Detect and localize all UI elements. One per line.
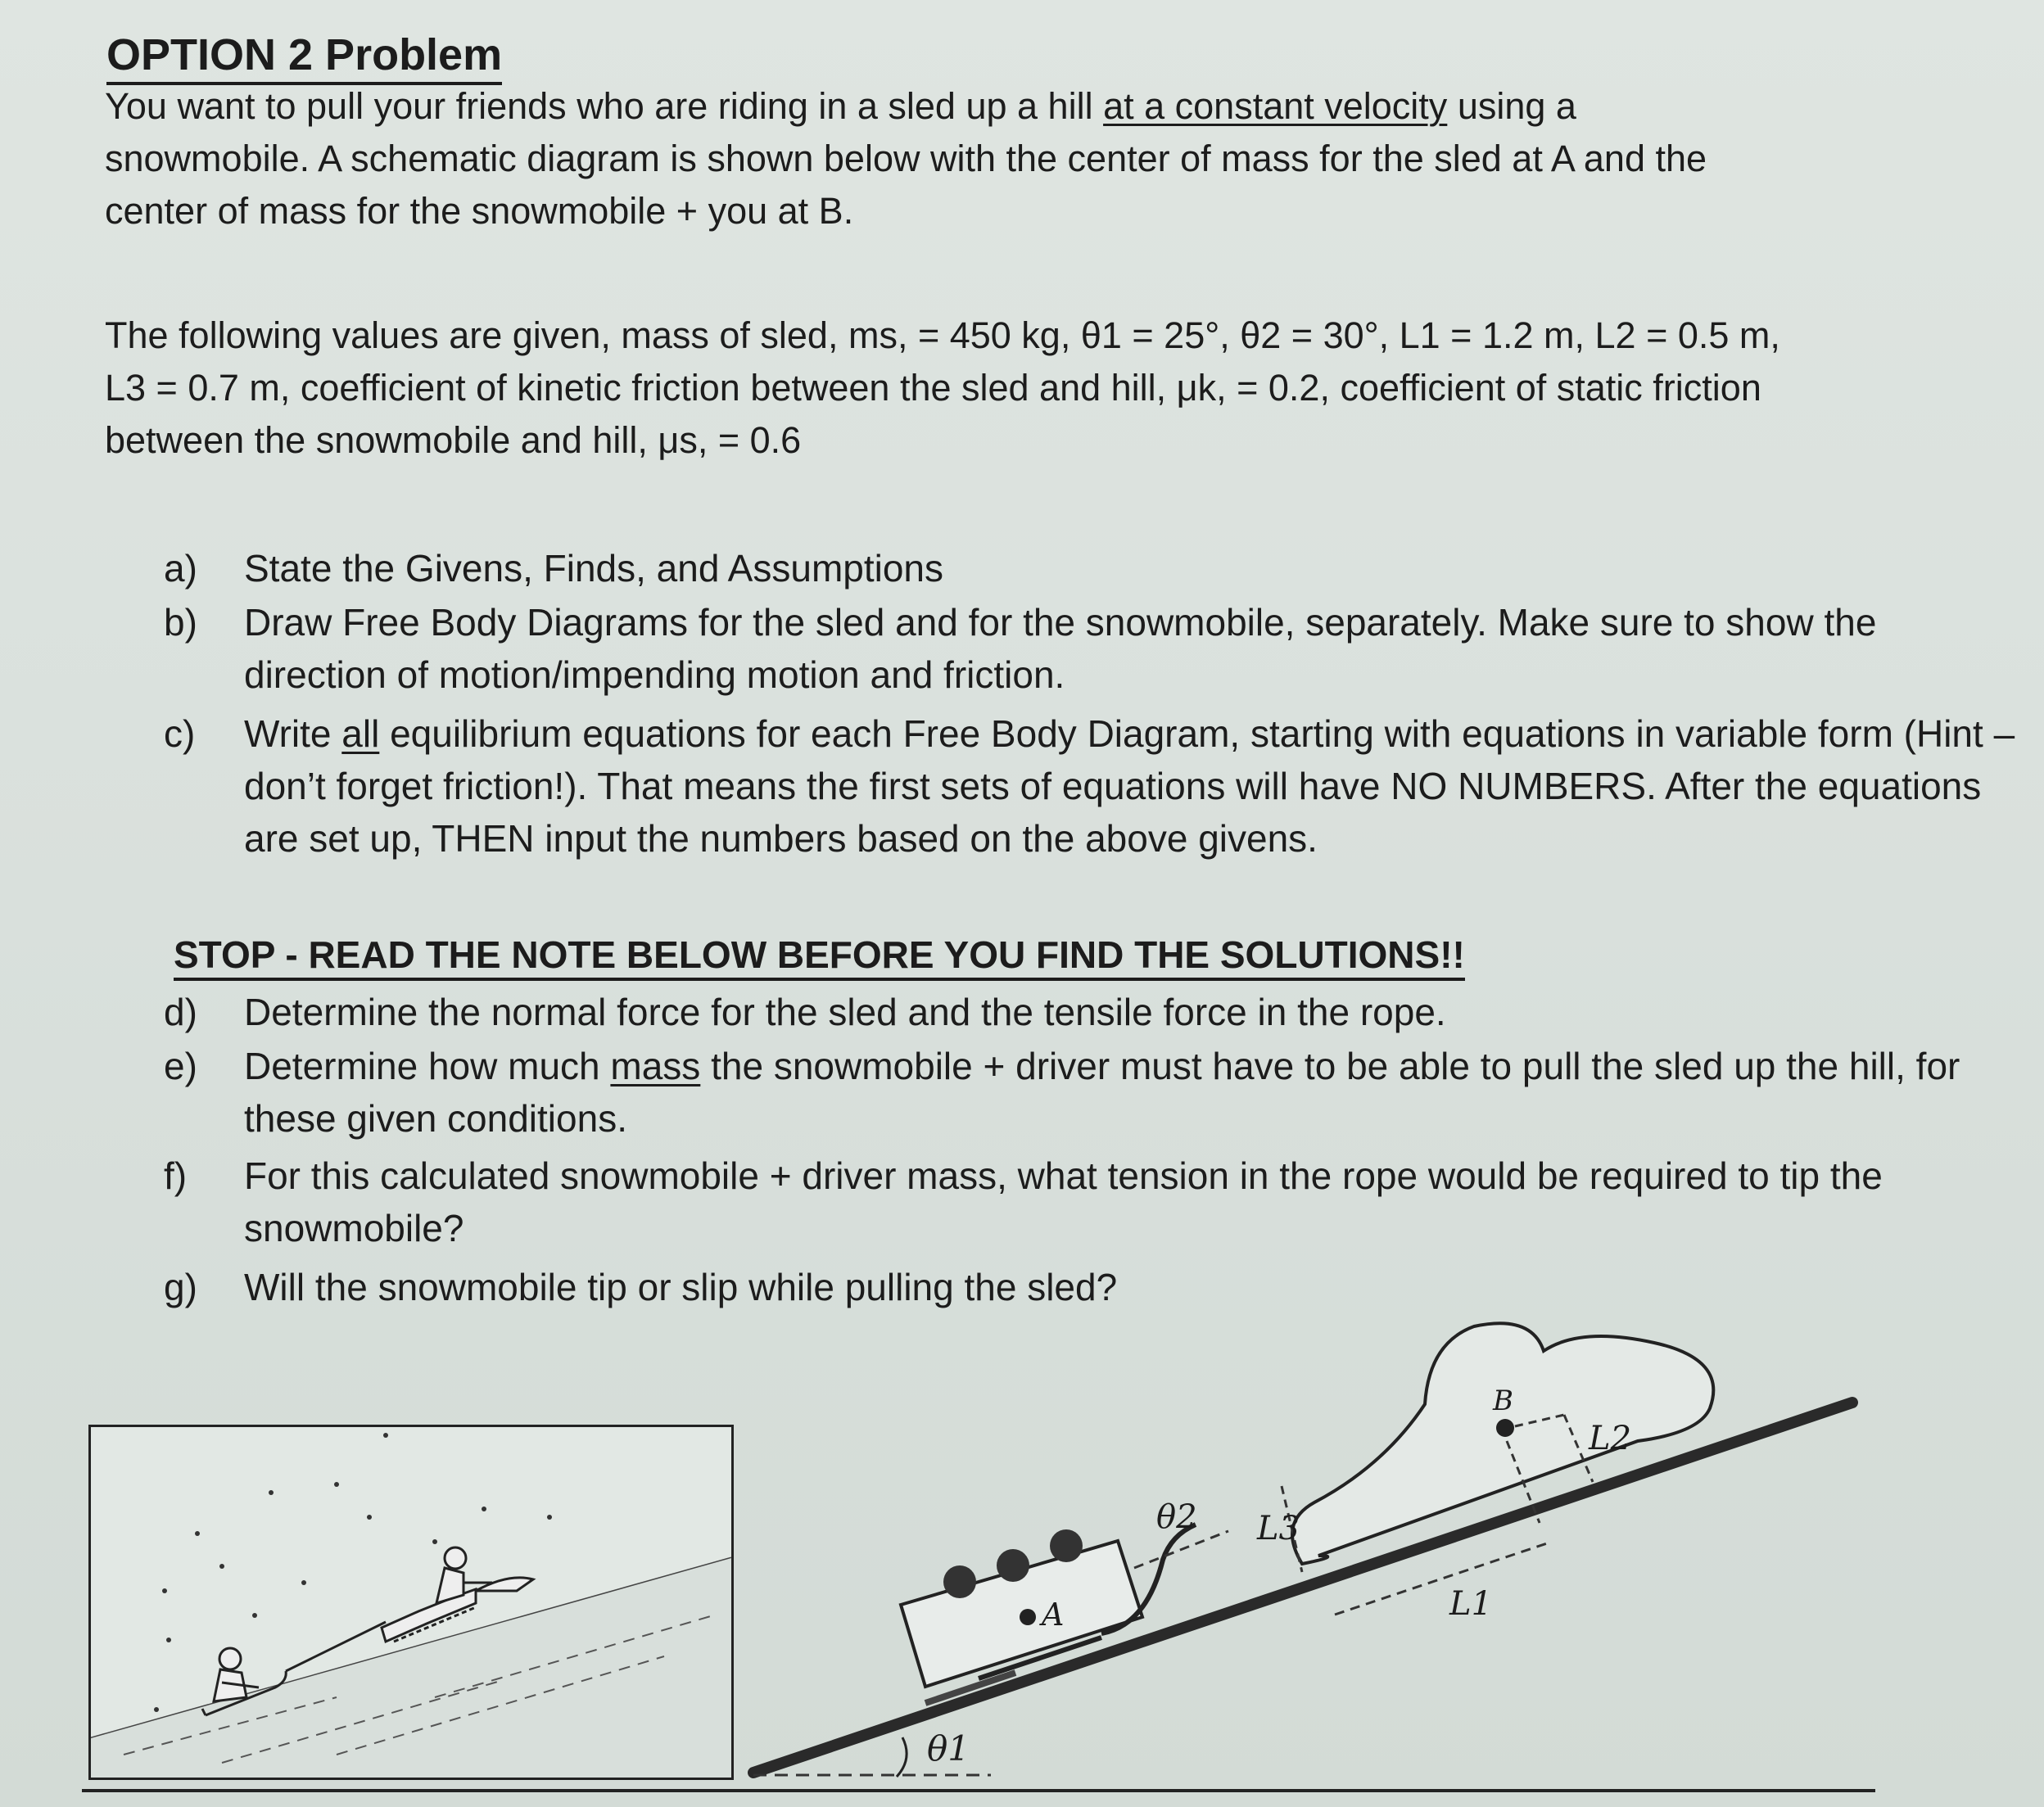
snowmobile-outline xyxy=(1292,1323,1713,1564)
theta1-arc xyxy=(897,1737,907,1777)
question-a-text: State the Givens, Finds, and Assumptions xyxy=(244,547,944,590)
stop-note: STOP - READ THE NOTE BELOW BEFORE YOU FIND THE SOLUTIONS!! xyxy=(174,932,1465,981)
question-f-text: For this calculated snowmobile + driver mass, what tension in the rope would be required to tip the snowmobile? xyxy=(244,1154,1883,1249)
l2-label: L2 xyxy=(1589,1420,1632,1457)
l1-label: L1 xyxy=(1449,1585,1493,1623)
givens-line-2: L3 = 0.7 m, coefficient of kinetic friction between the sled and hill, μk, = 0.2, coefficient of static friction xyxy=(105,367,1761,409)
point-a-label: A xyxy=(1042,1597,1065,1633)
theta1-label: θ1 xyxy=(927,1728,970,1769)
all-underlined: all xyxy=(341,712,380,755)
rider-head-3 xyxy=(1050,1529,1083,1562)
intro-line-2: snowmobile. A schematic diagram is shown below with the center of mass for the sled at A and the xyxy=(105,138,1707,179)
question-b-label: b) xyxy=(164,601,197,644)
question-d-text: Determine the normal force for the sled and the tensile force in the rope. xyxy=(244,991,1446,1033)
givens-line-3: between the snowmobile and hill, μs, = 0.6 xyxy=(105,419,802,461)
question-a-label: a) xyxy=(164,547,197,590)
givens-line-1: The following values are given, mass of sled, ms, = 450 kg, θ1 = 25°, θ2 = 30°, L1 = 1.2 m, L2 = 0.5 m, xyxy=(105,314,1780,356)
hill-incline xyxy=(753,1403,1852,1773)
l3-label: L3 xyxy=(1257,1510,1300,1547)
point-a-dot xyxy=(1020,1609,1036,1625)
question-d-label: d) xyxy=(164,991,197,1033)
theta2-label: θ2 xyxy=(1156,1498,1197,1536)
question-e-text: Determine how much mass the snowmobile + driver must have to be able to pull the sled up the hill, for these given conditions. xyxy=(244,1045,1960,1140)
point-b-dot xyxy=(1496,1419,1514,1437)
question-c-label: c) xyxy=(164,712,196,755)
question-c-text: Write all equilibrium equations for each Free Body Diagram, starting with equations in variable form (Hint – don’t forget friction!). That means the first sets of equations will have NO NUMBERS. After the equations are set up, THEN input the numbers based on the above givens. xyxy=(244,712,2015,860)
question-b-text: Draw Free Body Diagrams for the sled and for the snowmobile, separately. Make sure to show the direction of motion/impending motion and friction. xyxy=(244,601,1877,696)
rider-head-2 xyxy=(997,1549,1029,1582)
intro-line-3: center of mass for the snowmobile + you at B. xyxy=(105,190,854,232)
question-g-text: Will the snowmobile tip or slip while pulling the sled? xyxy=(244,1266,1118,1308)
rider-head-1 xyxy=(943,1565,976,1598)
question-g-label: g) xyxy=(164,1266,197,1308)
mass-underlined: mass xyxy=(610,1045,701,1087)
intro-line-1: You want to pull your friends who are riding in a sled up a hill at a constant velocity using a xyxy=(105,85,1576,127)
constant-velocity-underlined: at a constant velocity xyxy=(1103,85,1448,127)
question-f-label: f) xyxy=(164,1154,188,1197)
question-e-label: e) xyxy=(164,1045,197,1087)
problem-title: OPTION 2 Problem xyxy=(106,29,502,85)
point-b-label: B xyxy=(1493,1385,1513,1417)
